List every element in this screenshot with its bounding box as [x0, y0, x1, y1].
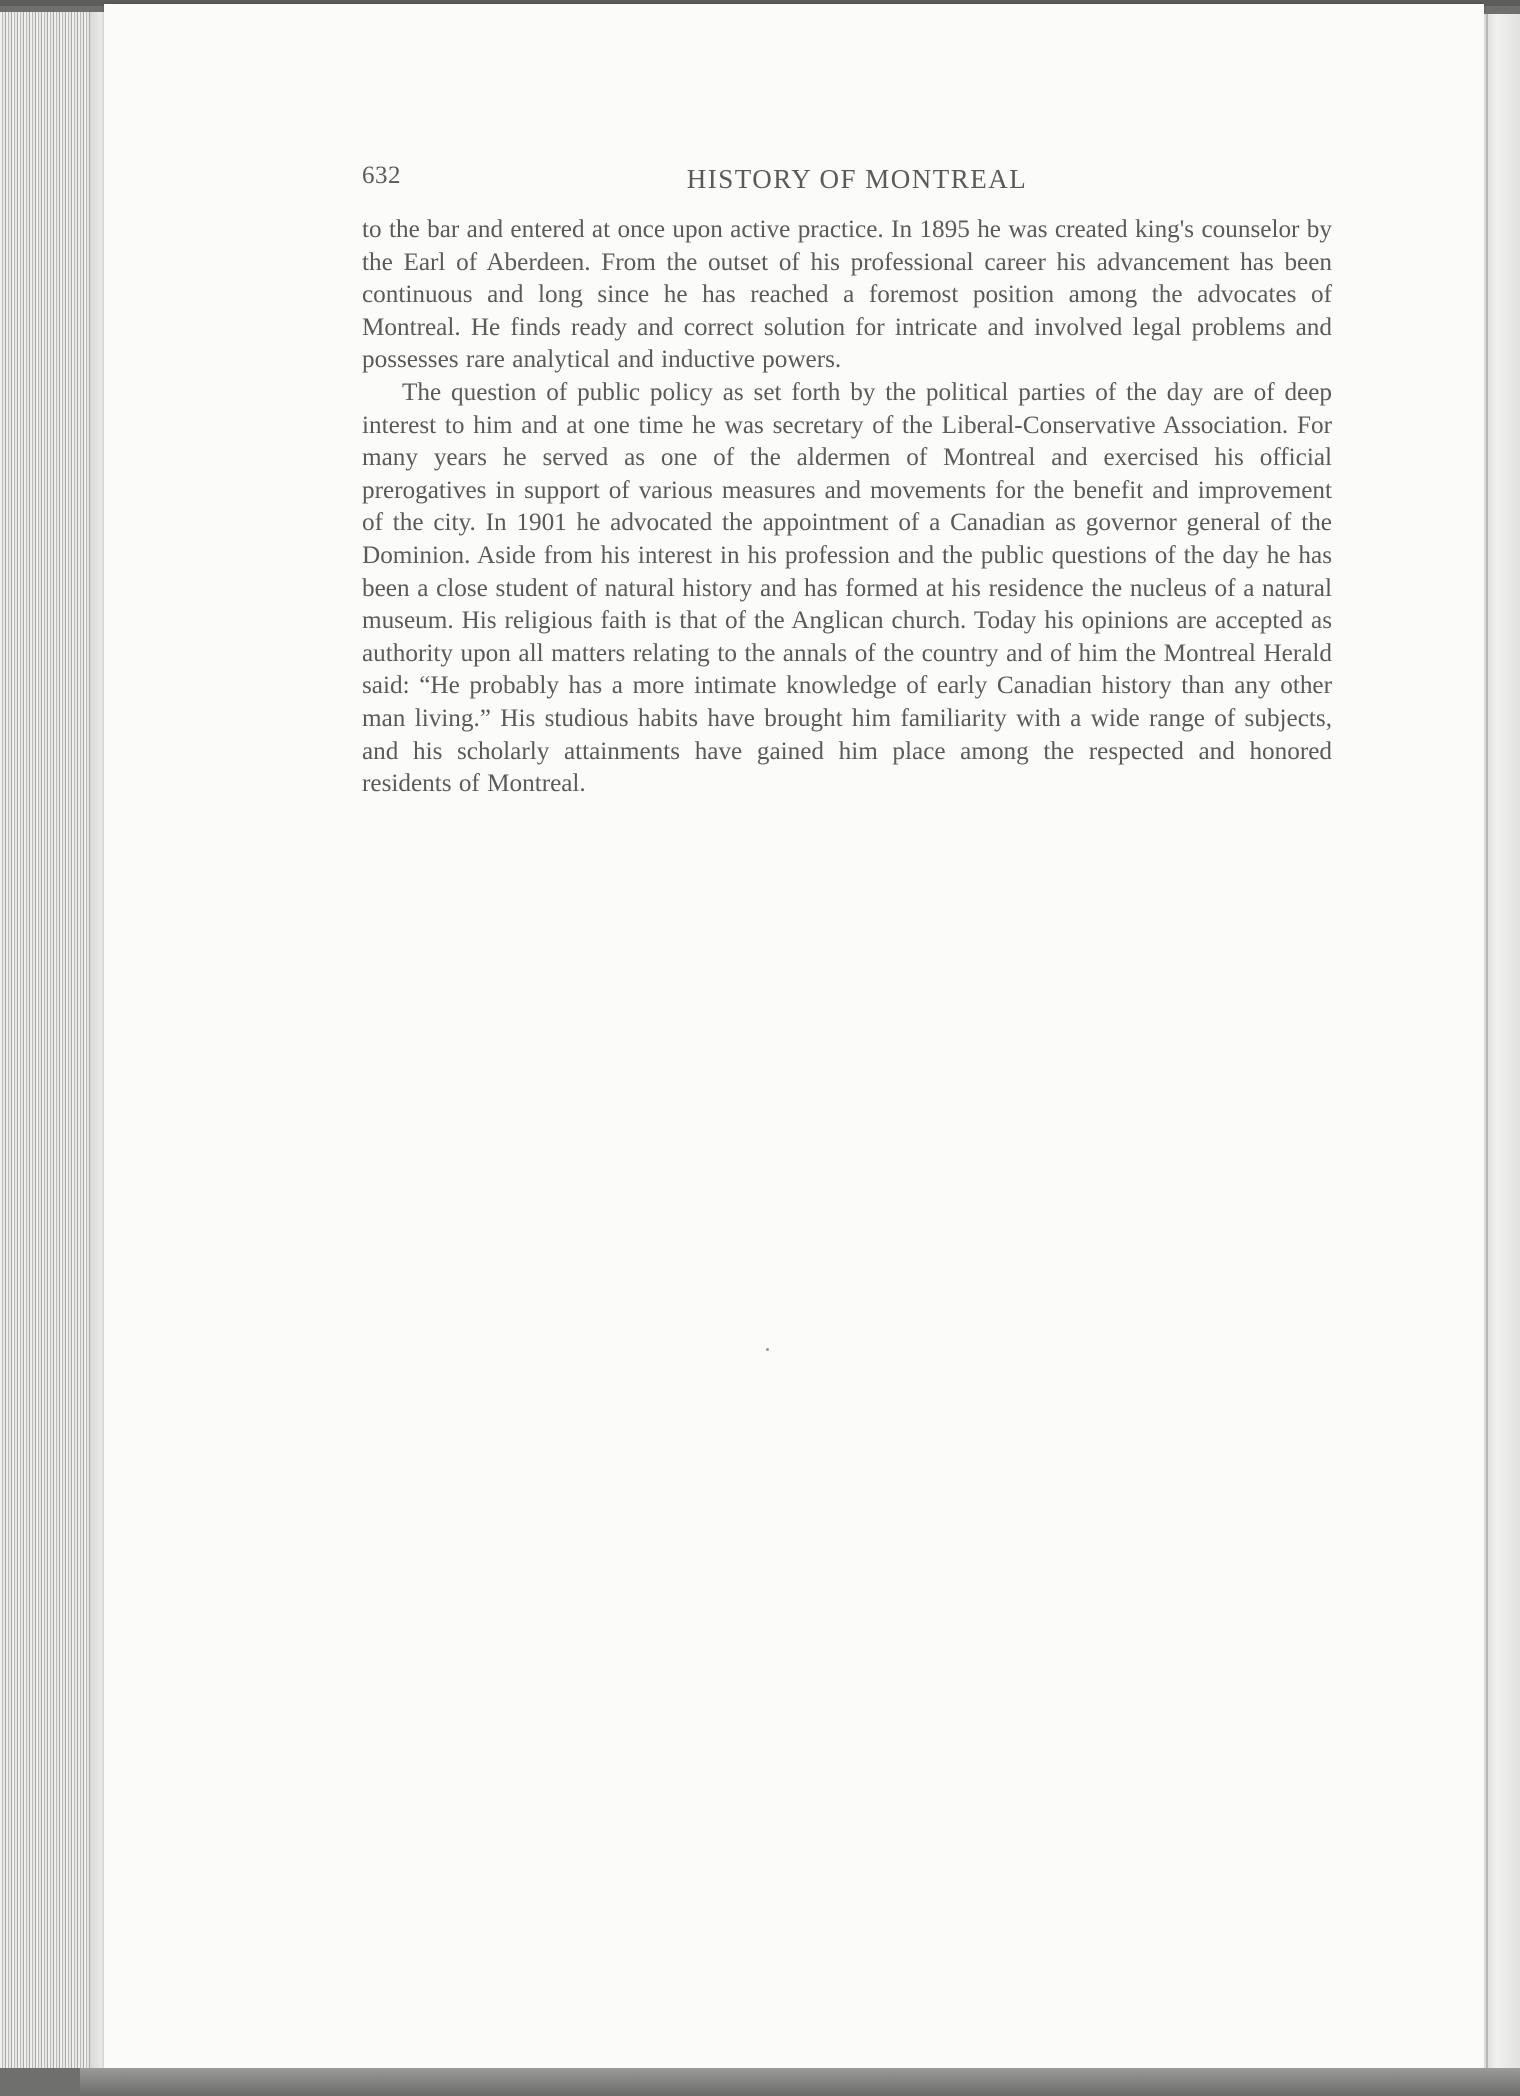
- page-number: 632: [362, 162, 401, 189]
- bottom-edge-shadow: [80, 2068, 1520, 2096]
- right-page-edge: [1484, 14, 1520, 2074]
- paper-speck: [766, 1348, 769, 1351]
- paragraph-1: to the bar and entered at once upon active practice. In 1895 he was created king's counselor by the Earl of Aberdeen. From the outset of his professional career his advancement has been continuous and long since he has reached a foremost position among the advocates of Montreal. He finds ready and correct solution for intricate and involved legal problems and possesses rare analytical and inductive powers.: [362, 216, 1332, 374]
- left-page-edges: [0, 12, 108, 2068]
- running-head: [362, 160, 1332, 200]
- running-title: HISTORY OF MONTREAL: [686, 164, 1028, 194]
- page-content: [362, 160, 1332, 801]
- paragraph-2: The question of public policy as set forth by the political parties of the day are of deep interest to him and at one time he was secretary of the Liberal-Conservative Association. For many years he served as one of the aldermen of Montreal and exercised his official prerogatives in support of various measures and movements for the benefit and improvement of the city. In 1901 he advocated the appointment of a Canadian as governor general of the Dominion. Aside from his interest in his profession and the public questions of the day he has been a close student of natural history and has formed at his residence the nucleus of a natural museum. His religious faith is that of the Anglican church. Today his opinions are accepted as authority upon all matters relating to the annals of the country and of him the Montreal Herald said: “He probably has a more intimate knowledge of early Canadian history than any other man living.” His studious habits have brought him familiarity with a wide range of subjects, and his scholarly attainments have gained him place among the respected and honored residents of Montreal.: [362, 378, 1332, 798]
